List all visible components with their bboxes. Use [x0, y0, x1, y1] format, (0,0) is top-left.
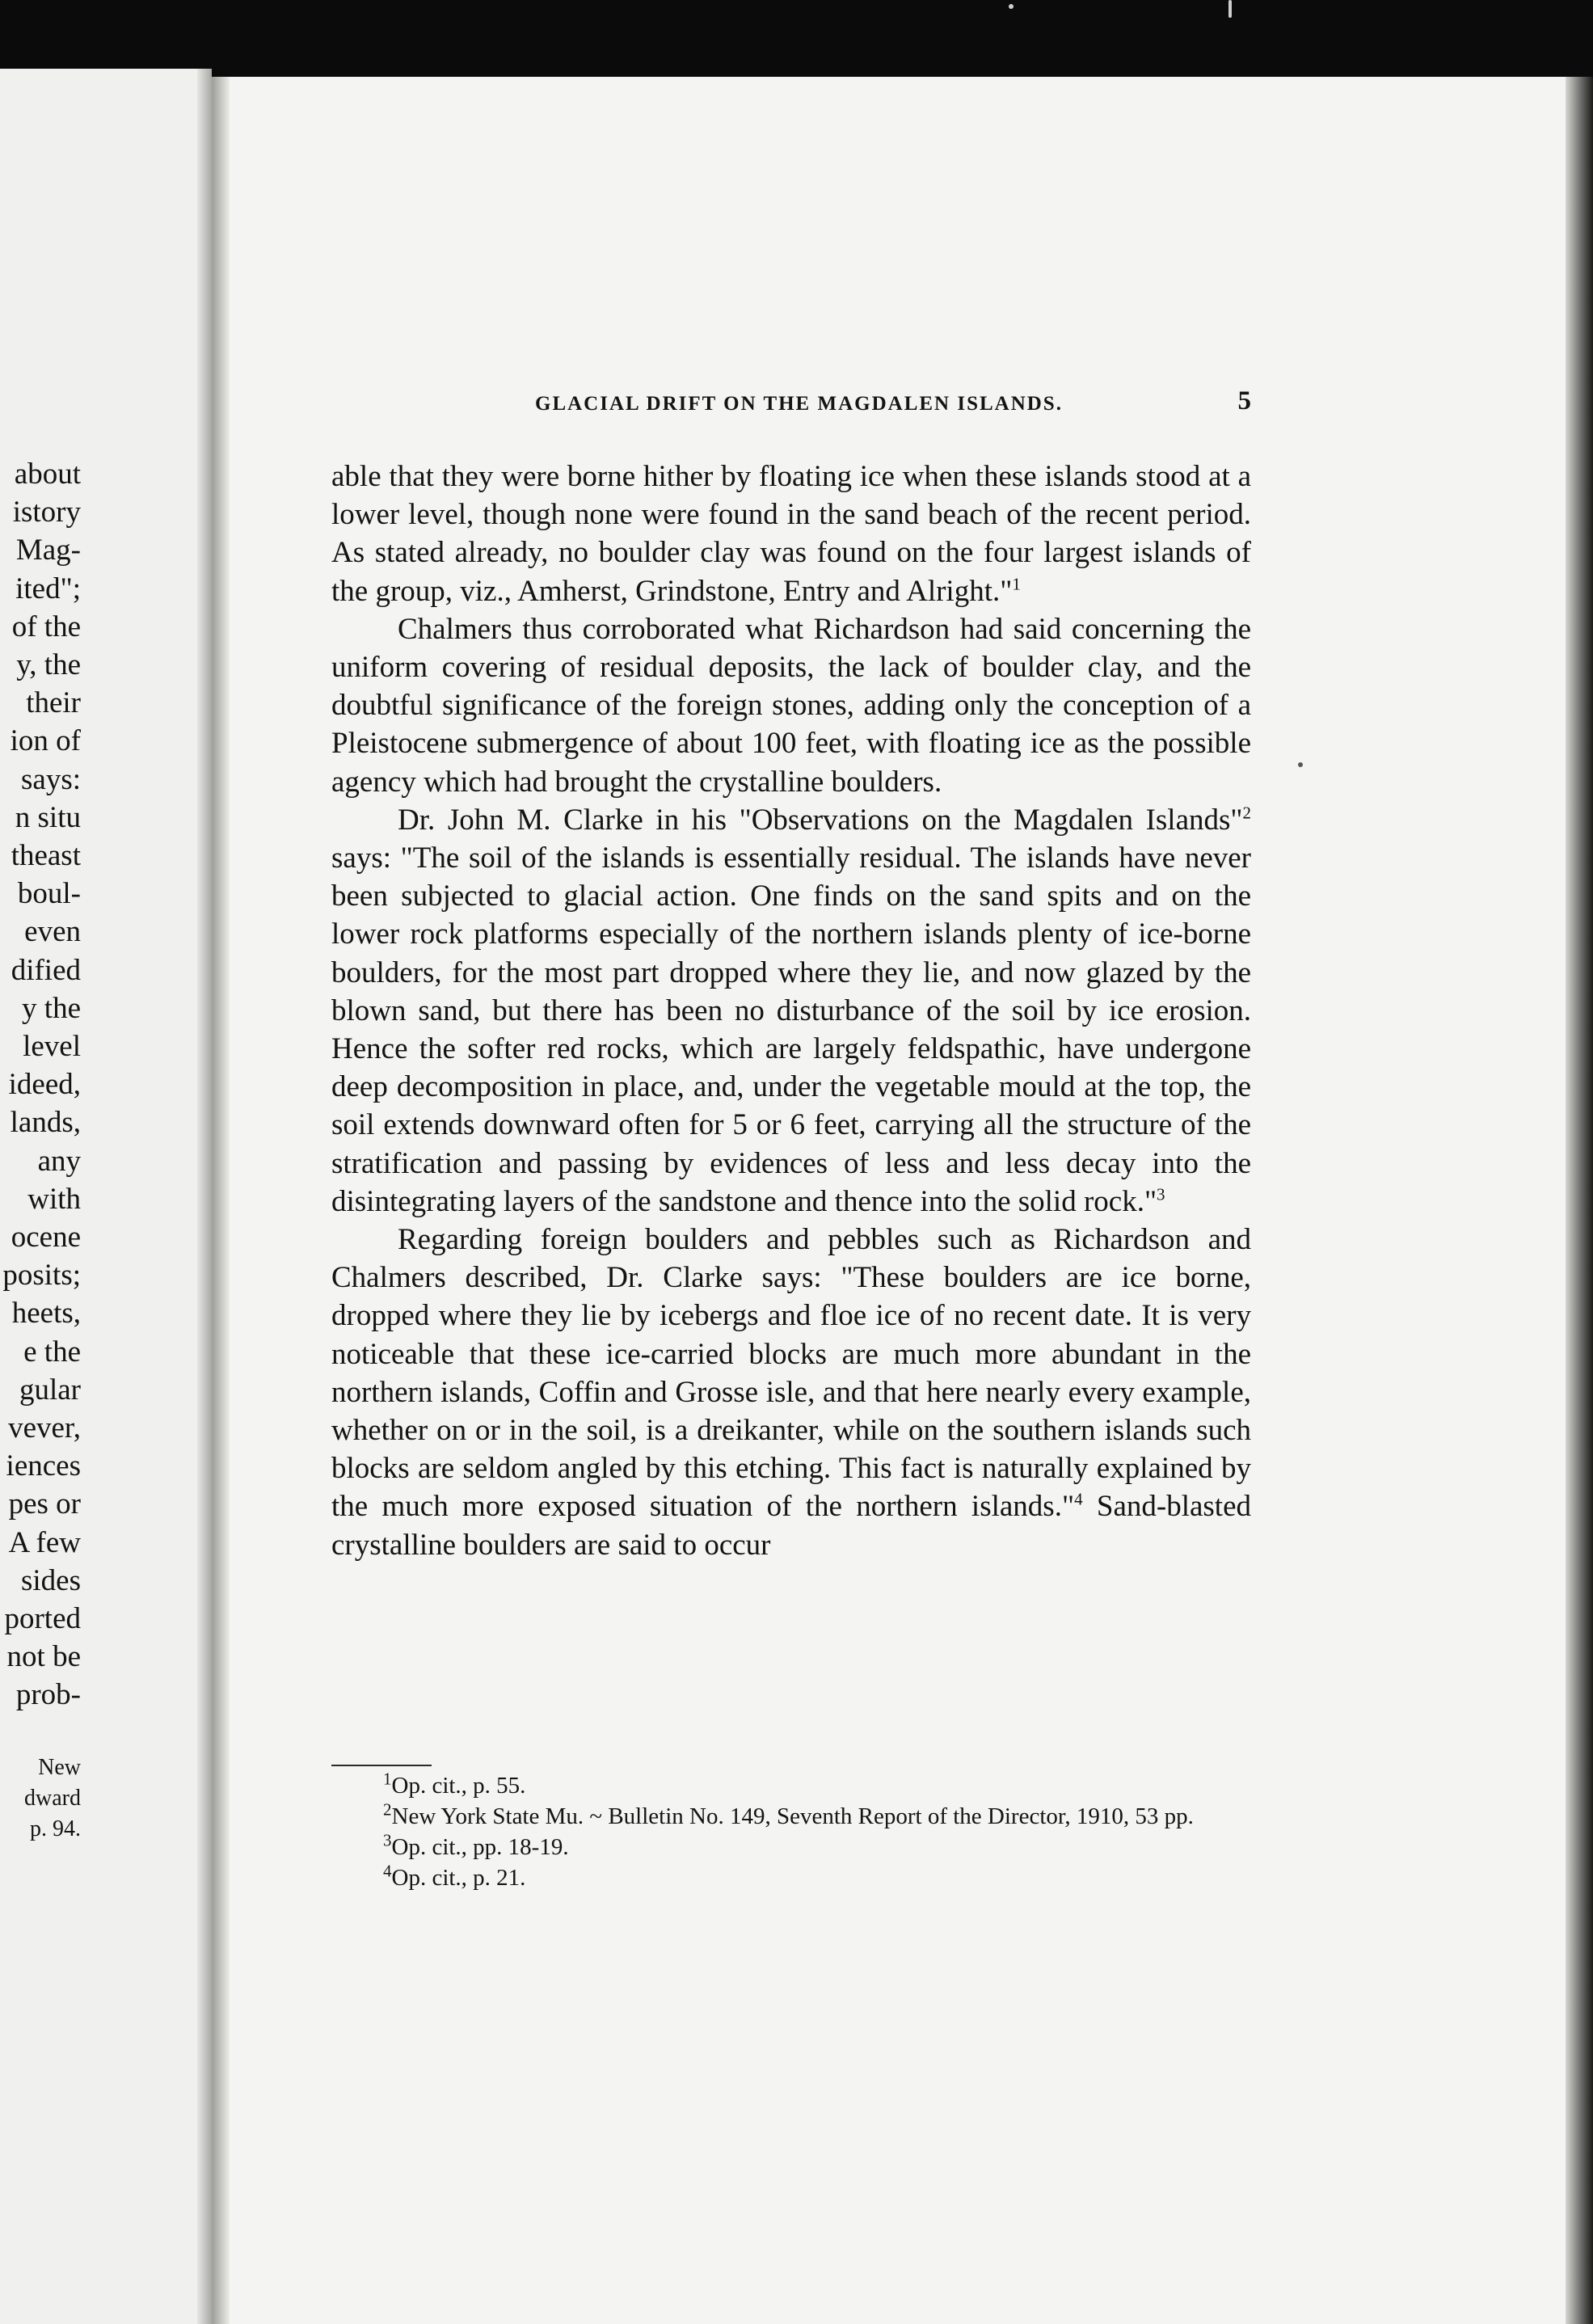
- footnote-ref: 2: [1242, 803, 1251, 823]
- previous-page-line: with: [27, 1182, 81, 1216]
- previous-page-line: boul-: [17, 877, 81, 911]
- previous-page-line: sides: [21, 1563, 81, 1597]
- previous-page-line: n situ: [15, 800, 81, 834]
- previous-page-line: lands,: [10, 1106, 81, 1140]
- footnote: $^2$New York State Mu. ~ Bulletin No. 149, Seventh Report of the Director, 1910, 53 pp.: [383, 1799, 1194, 1829]
- page-number: 5: [1237, 386, 1253, 415]
- previous-page-line: their: [26, 686, 81, 720]
- footnote: $^3$Op. cit., pp. 18-19.: [383, 1830, 569, 1860]
- previous-page-line: Mag-: [15, 534, 81, 567]
- previous-page-line: of the: [11, 609, 81, 643]
- running-title: GLACIAL DRIFT ON THE MAGDALEN ISLANDS.: [535, 393, 1063, 415]
- previous-page-line: ocene: [11, 1221, 81, 1254]
- footnote-ref: 1: [1012, 574, 1021, 594]
- previous-page-line: even: [24, 915, 81, 949]
- page-edge: [1566, 77, 1593, 2324]
- previous-page-line: ited";: [15, 572, 81, 605]
- previous-page-line: prob-: [15, 1678, 81, 1712]
- previous-page-line: any: [37, 1144, 81, 1178]
- previous-page-fragment: [0, 69, 212, 2324]
- paragraph: able that they were borne hither by floating ice when these islands stood at a lower level, though none were found in the sand beach of the recent period. As stated already, no boulder clay was found on the four largest islands of the group, viz., Amherst, Grindstone, Entry and Alright."$^1$: [331, 460, 1251, 608]
- previous-page-footnote-line: New: [38, 1755, 81, 1780]
- previous-page-line: about: [14, 458, 81, 491]
- previous-page-line: not be: [6, 1640, 81, 1674]
- footnote: $^4$Op. cit., p. 21.: [383, 1861, 526, 1891]
- previous-page-line: heets,: [11, 1297, 81, 1331]
- previous-page-line: posits;: [2, 1259, 81, 1293]
- page-gutter-shadow: [197, 69, 212, 2324]
- paragraph: Dr. John M. Clarke in his "Observations on the Magdalen Islands"$^2$ says: "The soil of the islands is essentially residual. The islands have never been subjected to glacial action. One finds on the sand spits and on the lower rock platforms especially of the northern islands plenty of ice-borne boulders, for the most part dropped where they lie, and now glazed by the blown sand, but there has been no disturbance of the soil by ice erosion. Hence the softer red rocks, which are largely feldspathic, have undergone deep decomposition in place, and, under the vegetable mould at the top, the soil extends downward often for 5 or 6 feet, carrying all the structure of the stratification and passing by evidences of less and less decay into the disintegrating layers of the sandstone and thence into the solid rock."$^3$: [331, 803, 1251, 1218]
- previous-page-line: vever,: [8, 1411, 81, 1445]
- previous-page-line: says:: [21, 762, 81, 796]
- paragraph: Chalmers thus corroborated what Richardson had said concerning the uniform covering of residual deposits, the lack of boulder clay, and the doubtful significance of the foreign stones, adding only the conception of a Pleistocene submergence of about 100 feet, with floating ice as the possible agency which had brought the crystalline boulders.: [331, 612, 1251, 799]
- previous-page-line: A few: [8, 1525, 81, 1559]
- previous-page-line: level: [23, 1030, 81, 1063]
- footnotes: [331, 1770, 1251, 1893]
- previous-page-line: e the: [23, 1335, 81, 1369]
- previous-page-line: ion of: [10, 724, 81, 758]
- footnote-divider: [331, 1765, 432, 1766]
- previous-page-line: istory: [12, 496, 81, 529]
- previous-page-line: dified: [11, 953, 81, 987]
- previous-page-line: pes or: [8, 1487, 81, 1521]
- page-gutter-shadow: [212, 77, 230, 2324]
- scan-dust: [1298, 762, 1303, 767]
- previous-page-line: ported: [4, 1602, 81, 1635]
- body-text: [331, 458, 1251, 1564]
- footnote-ref: 4: [1074, 1490, 1083, 1510]
- previous-page-line: y, the: [16, 648, 81, 681]
- previous-page-footnote-line: p. 94.: [30, 1816, 81, 1841]
- scan-dust: [1009, 4, 1014, 9]
- footnote: $^1$Op. cit., p. 55.: [383, 1769, 526, 1799]
- previous-page-line: y the: [22, 991, 81, 1025]
- previous-page-footnote-line: dward: [24, 1786, 81, 1811]
- previous-page-line: gular: [19, 1373, 81, 1407]
- previous-page-line: ideed,: [8, 1068, 81, 1102]
- paragraph: Regarding foreign boulders and pebbles such as Richardson and Chalmers described, Dr. Clarke says: "These boulders are ice borne, dropped where they lie by icebergs and floe ice of no recent date. It is very noticeable that these ice-carried blocks are much more abundant in the northern islands, Coffin and Grosse isle, and that here nearly every example, whether on or in the soil, is a dreikanter, while on the southern islands such blocks are seldom angled by this etching. This fact is naturally explained by the much more exposed situation of the northern islands."$^4$ Sand-blasted crystalline boulders are said to occur: [331, 1223, 1251, 1562]
- previous-page-line: theast: [11, 839, 81, 872]
- scan-dust: [1228, 0, 1232, 18]
- footnote-ref: 3: [1157, 1184, 1165, 1204]
- previous-page-line: iences: [6, 1449, 81, 1483]
